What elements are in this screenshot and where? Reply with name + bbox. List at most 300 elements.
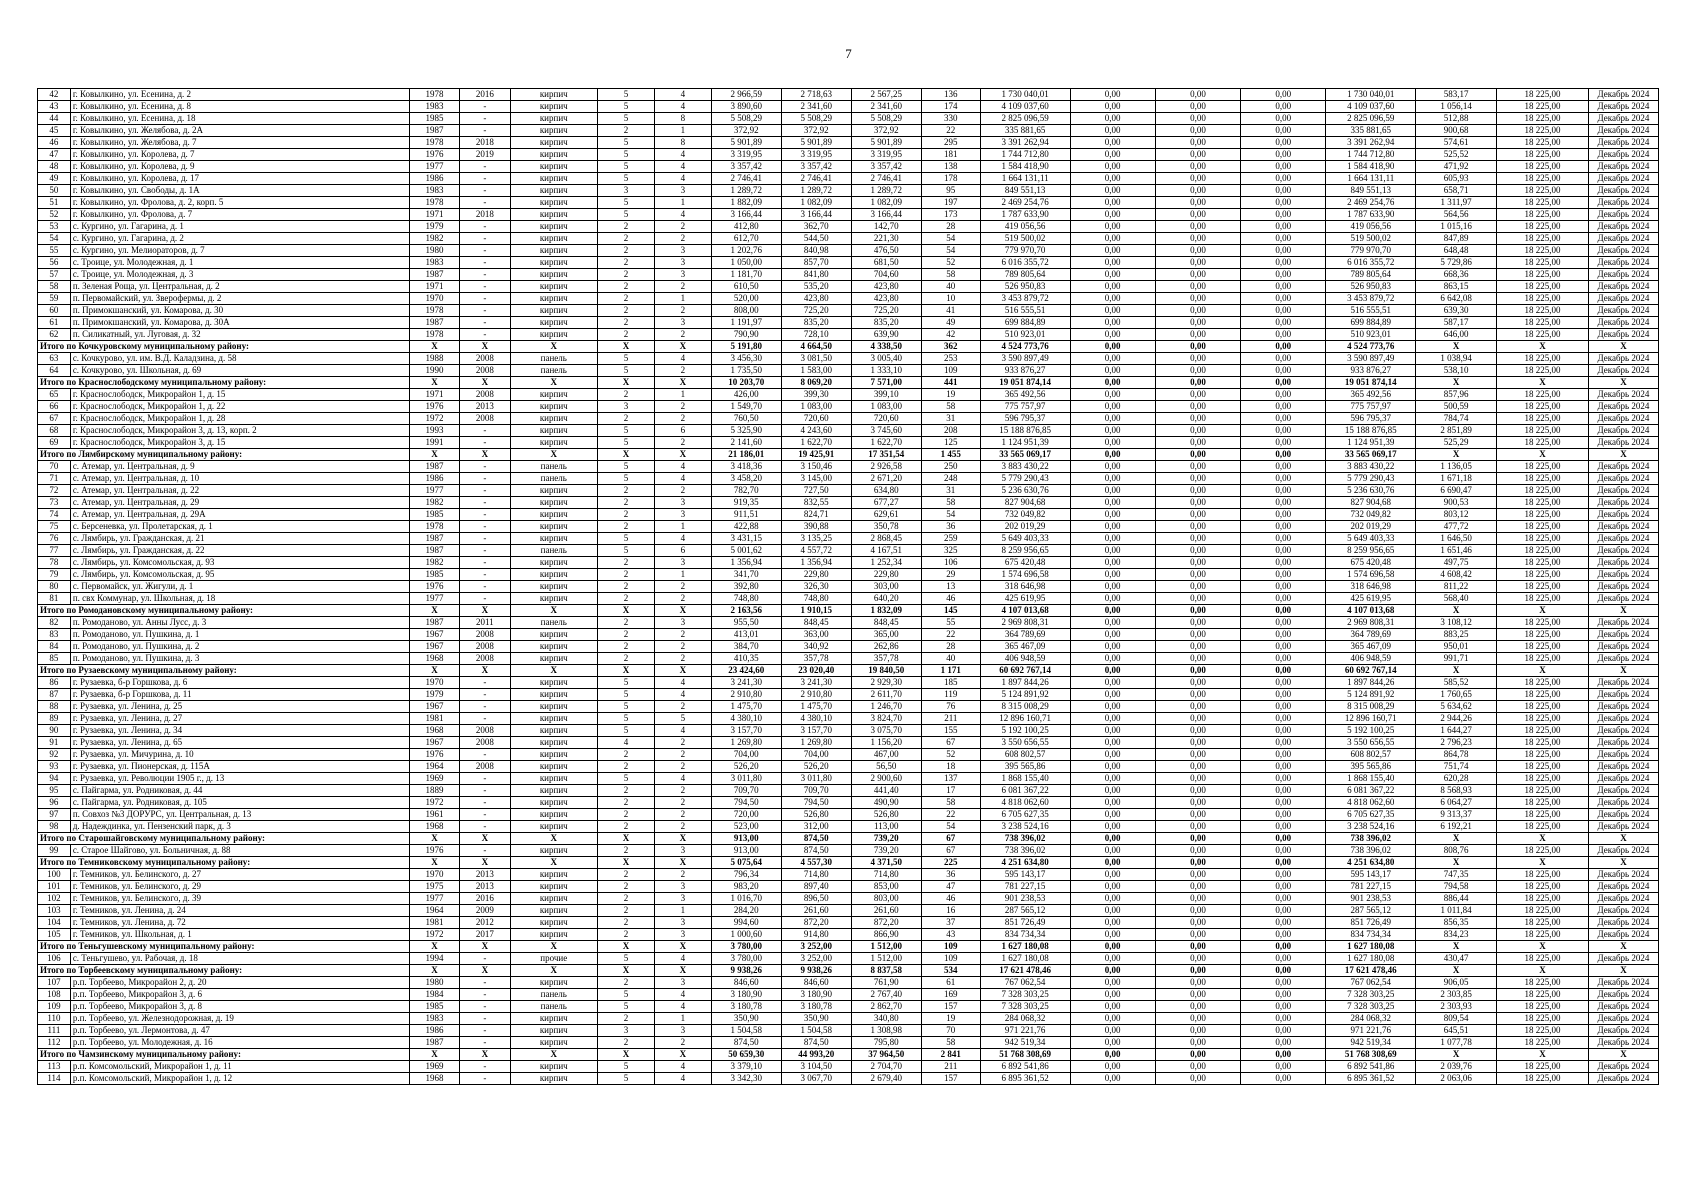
subtotal-cell: X: [409, 857, 459, 869]
table-cell: 0,00: [1155, 173, 1240, 185]
table-cell: 779 970,70: [980, 245, 1070, 257]
table-cell: 18 225,00: [1497, 365, 1589, 377]
table-cell: 1984: [409, 989, 459, 1001]
table-cell: 0,00: [1241, 905, 1326, 917]
table-cell: 2018: [460, 209, 510, 221]
table-cell: 2: [598, 797, 655, 809]
subtotal-cell: X: [1497, 605, 1589, 617]
table-cell: 1982: [409, 557, 459, 569]
table-cell: 4: [654, 677, 711, 689]
table-cell: 1987: [409, 533, 459, 545]
table-cell: 6 705 627,35: [1326, 809, 1416, 821]
table-cell: 1 882,09: [711, 197, 781, 209]
table-cell: 0,00: [1155, 137, 1240, 149]
table-cell: 61: [921, 977, 980, 989]
row-number: 101: [38, 881, 71, 893]
table-row: [38, 929, 1659, 941]
table-row: [38, 401, 1659, 413]
table-cell: Декабрь 2024: [1588, 881, 1658, 893]
table-cell: 1 622,70: [781, 437, 851, 449]
table-cell: -: [460, 977, 510, 989]
table-cell: 767 062,54: [980, 977, 1070, 989]
table-cell: 1 136,05: [1416, 461, 1497, 473]
table-cell: 0,00: [1241, 761, 1326, 773]
table-cell: кирпич: [510, 293, 598, 305]
table-cell: 2: [654, 365, 711, 377]
subtotal-cell: X: [598, 341, 655, 353]
table-cell: 287 565,12: [1326, 905, 1416, 917]
table-cell: 2017: [460, 929, 510, 941]
table-cell: 1978: [409, 329, 459, 341]
subtotal-row: [38, 965, 1659, 977]
subtotal-cell: X: [1588, 341, 1658, 353]
subtotal-cell: 0,00: [1155, 605, 1240, 617]
table-cell: 3 431,15: [711, 533, 781, 545]
table-cell: панель: [510, 545, 598, 557]
subtotal-cell: X: [409, 449, 459, 461]
row-number: 109: [38, 1001, 71, 1013]
table-cell: 681,50: [851, 257, 921, 269]
table-cell: Декабрь 2024: [1588, 461, 1658, 473]
table-cell: 5 508,29: [851, 113, 921, 125]
table-cell: 1978: [409, 89, 459, 101]
table-cell: 0,00: [1155, 461, 1240, 473]
table-cell: 2008: [460, 353, 510, 365]
table-cell: 5 001,62: [711, 545, 781, 557]
table-cell: 0,00: [1155, 485, 1240, 497]
table-cell: 0,00: [1241, 389, 1326, 401]
table-cell: -: [460, 173, 510, 185]
subtotal-cell: X: [510, 857, 598, 869]
table-cell: 3 319,95: [851, 149, 921, 161]
table-cell: 18 225,00: [1497, 269, 1589, 281]
table-row: [38, 329, 1659, 341]
table-cell: 18 225,00: [1497, 1001, 1589, 1013]
table-cell: 520,00: [711, 293, 781, 305]
address-cell: р.п. Торбеево, Микрорайон 3, д. 6: [70, 989, 409, 1001]
subtotal-cell: 3 780,00: [711, 941, 781, 953]
table-cell: 0,00: [1070, 365, 1155, 377]
table-cell: 2: [598, 917, 655, 929]
subtotal-cell: X: [510, 665, 598, 677]
table-cell: 0,00: [1070, 281, 1155, 293]
address-cell: п. Ромоданово, ул. Пушкина, д. 3: [70, 653, 409, 665]
subtotal-cell: 913,00: [711, 833, 781, 845]
table-cell: 1 475,70: [711, 701, 781, 713]
table-cell: 284 068,32: [980, 1013, 1070, 1025]
table-cell: 229,80: [851, 569, 921, 581]
table-cell: 1 202,76: [711, 245, 781, 257]
table-cell: 365 467,09: [980, 641, 1070, 653]
subtotal-cell: 0,00: [1155, 377, 1240, 389]
table-cell: 399,10: [851, 389, 921, 401]
address-cell: г. Ковылкино, ул. Королева, д. 17: [70, 173, 409, 185]
row-number: 98: [38, 821, 71, 833]
table-cell: -: [460, 233, 510, 245]
table-cell: 0,00: [1241, 881, 1326, 893]
table-cell: 0,00: [1070, 749, 1155, 761]
table-row: [38, 1025, 1659, 1037]
table-cell: 846,60: [781, 977, 851, 989]
table-cell: 56,50: [851, 761, 921, 773]
table-cell: 510 923,01: [1326, 329, 1416, 341]
table-cell: 0,00: [1155, 329, 1240, 341]
table-row: [38, 197, 1659, 209]
table-cell: 125: [921, 437, 980, 449]
address-cell: г. Темников, ул. Ленина, д. 24: [70, 905, 409, 917]
table-cell: 512,88: [1416, 113, 1497, 125]
table-cell: 423,80: [781, 293, 851, 305]
table-cell: 784,74: [1416, 413, 1497, 425]
table-cell: 714,80: [781, 869, 851, 881]
row-number: 60: [38, 305, 71, 317]
subtotal-label: Итого по Краснослободскому муниципальному району:: [38, 377, 410, 389]
table-cell: 1968: [409, 653, 459, 665]
table-cell: 1979: [409, 221, 459, 233]
subtotal-label: Итого по Торбеевскому муниципальному району:: [38, 965, 410, 977]
table-cell: 4: [654, 1073, 711, 1085]
address-cell: г. Рузаевка, ул. Революции 1905 г., д. 13: [70, 773, 409, 785]
table-cell: 0,00: [1241, 893, 1326, 905]
table-cell: 2: [598, 557, 655, 569]
table-cell: 4: [654, 149, 711, 161]
subtotal-cell: X: [460, 377, 510, 389]
table-cell: Декабрь 2024: [1588, 233, 1658, 245]
table-cell: 1971: [409, 209, 459, 221]
row-number: 76: [38, 533, 71, 545]
row-number: 105: [38, 929, 71, 941]
table-cell: 18 225,00: [1497, 401, 1589, 413]
table-cell: 318 646,98: [980, 581, 1070, 593]
address-cell: г. Ковылкино, ул. Королева, д. 7: [70, 149, 409, 161]
table-cell: 0,00: [1241, 437, 1326, 449]
table-cell: 5 508,29: [781, 113, 851, 125]
table-cell: 0,00: [1155, 1001, 1240, 1013]
table-cell: 47: [921, 881, 980, 893]
table-cell: 0,00: [1155, 773, 1240, 785]
subtotal-cell: X: [1416, 941, 1497, 953]
table-cell: кирпич: [510, 137, 598, 149]
subtotal-cell: X: [510, 341, 598, 353]
table-cell: 668,36: [1416, 269, 1497, 281]
table-cell: 848,45: [851, 617, 921, 629]
table-cell: 3: [654, 317, 711, 329]
table-cell: 1 289,72: [781, 185, 851, 197]
table-cell: Декабрь 2024: [1588, 749, 1658, 761]
table-cell: 2: [654, 401, 711, 413]
table-cell: 2: [598, 869, 655, 881]
subtotal-cell: 51 768 308,69: [980, 1049, 1070, 1061]
table-cell: 5: [598, 989, 655, 1001]
table-cell: 913,00: [711, 845, 781, 857]
table-cell: 413,01: [711, 629, 781, 641]
table-cell: 596 795,37: [1326, 413, 1416, 425]
table-row: [38, 461, 1659, 473]
subtotal-cell: 4 524 773,76: [1326, 341, 1416, 353]
table-cell: -: [460, 293, 510, 305]
table-cell: 595 143,17: [980, 869, 1070, 881]
table-cell: 3: [654, 917, 711, 929]
table-cell: 834,23: [1416, 929, 1497, 941]
table-cell: 1 156,20: [851, 737, 921, 749]
subtotal-cell: X: [1416, 449, 1497, 461]
address-cell: р.п. Торбеево, Микрорайон 3, д. 8: [70, 1001, 409, 1013]
table-cell: 326,30: [781, 581, 851, 593]
table-cell: 410,35: [711, 653, 781, 665]
table-cell: кирпич: [510, 917, 598, 929]
table-cell: 1 504,58: [781, 1025, 851, 1037]
table-cell: 2: [598, 317, 655, 329]
table-cell: 7 328 303,25: [1326, 989, 1416, 1001]
table-cell: -: [460, 845, 510, 857]
subtotal-cell: X: [654, 833, 711, 845]
subtotal-cell: X: [510, 1049, 598, 1061]
table-cell: 1 083,00: [851, 401, 921, 413]
table-cell: 2008: [460, 365, 510, 377]
table-cell: 2: [598, 521, 655, 533]
subtotal-row: [38, 449, 1659, 461]
table-cell: 863,15: [1416, 281, 1497, 293]
table-cell: 2 969 808,31: [1326, 617, 1416, 629]
row-number: 56: [38, 257, 71, 269]
table-cell: 58: [921, 1037, 980, 1049]
table-cell: 1: [654, 125, 711, 137]
table-cell: 2 966,59: [711, 89, 781, 101]
row-number: 49: [38, 173, 71, 185]
table-cell: 1987: [409, 125, 459, 137]
address-cell: с. Атемар, ул. Центральная, д. 29: [70, 497, 409, 509]
subtotal-cell: 1 627 180,08: [980, 941, 1070, 953]
subtotal-cell: 0,00: [1241, 605, 1326, 617]
table-cell: 262,86: [851, 641, 921, 653]
table-cell: 1 038,94: [1416, 353, 1497, 365]
table-cell: Декабрь 2024: [1588, 293, 1658, 305]
subtotal-cell: 50 659,30: [711, 1049, 781, 1061]
table-cell: 0,00: [1241, 401, 1326, 413]
table-cell: 2: [654, 821, 711, 833]
table-cell: Декабрь 2024: [1588, 989, 1658, 1001]
table-cell: 0,00: [1241, 497, 1326, 509]
table-cell: 4 380,10: [781, 713, 851, 725]
table-cell: 4: [654, 725, 711, 737]
table-cell: кирпич: [510, 629, 598, 641]
table-cell: 441,40: [851, 785, 921, 797]
row-number: 61: [38, 317, 71, 329]
table-cell: Декабрь 2024: [1588, 1037, 1658, 1049]
subtotal-row: [38, 941, 1659, 953]
row-number: 107: [38, 977, 71, 989]
table-cell: 782,70: [711, 485, 781, 497]
row-number: 92: [38, 749, 71, 761]
table-cell: кирпич: [510, 197, 598, 209]
table-cell: 0,00: [1155, 617, 1240, 629]
table-cell: 5: [598, 209, 655, 221]
table-cell: 2 825 096,59: [1326, 113, 1416, 125]
table-cell: 18 225,00: [1497, 89, 1589, 101]
table-cell: -: [460, 521, 510, 533]
table-cell: 2: [654, 1037, 711, 1049]
table-cell: 0,00: [1241, 977, 1326, 989]
address-cell: г. Ковылкино, ул. Фролова, д. 2, корп. 5: [70, 197, 409, 209]
table-cell: 1 269,80: [781, 737, 851, 749]
table-cell: 0,00: [1241, 425, 1326, 437]
table-cell: 648,48: [1416, 245, 1497, 257]
table-cell: 5: [598, 677, 655, 689]
subtotal-cell: 17 621 478,46: [980, 965, 1070, 977]
subtotal-label: Итого по Темниковскому муниципальному району:: [38, 857, 410, 869]
table-cell: 0,00: [1155, 269, 1240, 281]
address-cell: п. Совхоз №3 ДОРУРС, ул. Центральная, д. 13: [70, 809, 409, 821]
table-cell: 330: [921, 113, 980, 125]
table-cell: 872,20: [851, 917, 921, 929]
row-number: 57: [38, 269, 71, 281]
subtotal-cell: 0,00: [1155, 1049, 1240, 1061]
subtotal-cell: 19 840,50: [851, 665, 921, 677]
table-cell: 0,00: [1241, 197, 1326, 209]
table-cell: 18 225,00: [1497, 641, 1589, 653]
table-cell: 0,00: [1241, 869, 1326, 881]
table-cell: 18 225,00: [1497, 725, 1589, 737]
table-cell: 46: [921, 593, 980, 605]
table-cell: 2 944,26: [1416, 713, 1497, 725]
table-cell: 2 469 254,76: [980, 197, 1070, 209]
table-cell: 699 884,89: [1326, 317, 1416, 329]
table-cell: 36: [921, 869, 980, 881]
table-cell: 0,00: [1070, 929, 1155, 941]
table-cell: Декабрь 2024: [1588, 677, 1658, 689]
table-cell: 3 011,80: [711, 773, 781, 785]
row-number: 104: [38, 917, 71, 929]
table-cell: кирпич: [510, 593, 598, 605]
table-cell: 1: [654, 389, 711, 401]
table-cell: -: [460, 125, 510, 137]
table-cell: кирпич: [510, 1013, 598, 1025]
table-cell: 725,20: [851, 305, 921, 317]
table-cell: кирпич: [510, 245, 598, 257]
table-cell: 6: [654, 425, 711, 437]
table-cell: 0,00: [1155, 689, 1240, 701]
table-cell: 3: [654, 509, 711, 521]
table-cell: 2016: [460, 893, 510, 905]
table-cell: Декабрь 2024: [1588, 701, 1658, 713]
table-row: [38, 629, 1659, 641]
table-cell: 5: [598, 533, 655, 545]
row-number: 75: [38, 521, 71, 533]
table-cell: 18 225,00: [1497, 233, 1589, 245]
table-cell: 2 796,23: [1416, 737, 1497, 749]
table-cell: 738 396,02: [980, 845, 1070, 857]
table-cell: 137: [921, 773, 980, 785]
table-row: [38, 269, 1659, 281]
table-cell: 2 341,60: [851, 101, 921, 113]
subtotal-cell: 0,00: [1155, 341, 1240, 353]
table-cell: -: [460, 113, 510, 125]
table-cell: кирпич: [510, 173, 598, 185]
address-cell: г. Темников, ул. Школьная, д. 1: [70, 929, 409, 941]
table-cell: 2: [598, 569, 655, 581]
table-cell: 211: [921, 1061, 980, 1073]
subtotal-cell: X: [409, 605, 459, 617]
table-cell: 794,50: [711, 797, 781, 809]
table-cell: 0,00: [1070, 461, 1155, 473]
address-cell: г. Ковылкино, ул. Королева, д. 9: [70, 161, 409, 173]
table-cell: 6 192,21: [1416, 821, 1497, 833]
table-cell: 1 050,00: [711, 257, 781, 269]
table-cell: 5 124 891,92: [1326, 689, 1416, 701]
table-cell: 1978: [409, 521, 459, 533]
table-cell: 0,00: [1241, 293, 1326, 305]
table-cell: 119: [921, 689, 980, 701]
table-cell: 419 056,56: [1326, 221, 1416, 233]
table-cell: 142,70: [851, 221, 921, 233]
table-cell: 5 192 100,25: [980, 725, 1070, 737]
table-cell: 3 005,40: [851, 353, 921, 365]
table-cell: 1967: [409, 641, 459, 653]
table-cell: -: [460, 509, 510, 521]
row-number: 79: [38, 569, 71, 581]
subtotal-cell: 67: [921, 833, 980, 845]
table-cell: 704,00: [711, 749, 781, 761]
table-row: [38, 305, 1659, 317]
table-cell: 155: [921, 725, 980, 737]
table-cell: 426,00: [711, 389, 781, 401]
table-cell: 2008: [460, 413, 510, 425]
table-cell: Декабрь 2024: [1588, 389, 1658, 401]
table-cell: 1 082,09: [851, 197, 921, 209]
table-cell: 0,00: [1070, 785, 1155, 797]
table-row: [38, 725, 1659, 737]
table-cell: 6 895 361,52: [980, 1073, 1070, 1085]
table-cell: 0,00: [1155, 737, 1240, 749]
table-cell: кирпич: [510, 437, 598, 449]
table-cell: 900,68: [1416, 125, 1497, 137]
table-cell: 639,90: [851, 329, 921, 341]
table-cell: 0,00: [1155, 473, 1240, 485]
table-cell: 1976: [409, 401, 459, 413]
table-row: [38, 425, 1659, 437]
table-cell: 0,00: [1155, 629, 1240, 641]
table-cell: 425 619,95: [1326, 593, 1416, 605]
table-cell: кирпич: [510, 317, 598, 329]
table-cell: 0,00: [1241, 317, 1326, 329]
table-cell: 2 679,40: [851, 1073, 921, 1085]
subtotal-cell: X: [654, 857, 711, 869]
table-cell: 0,00: [1070, 473, 1155, 485]
address-cell: г. Рузаевка, ул. Пионерская, д. 115А: [70, 761, 409, 773]
subtotal-cell: 1 512,00: [851, 941, 921, 953]
table-cell: 0,00: [1070, 113, 1155, 125]
table-cell: 0,00: [1070, 509, 1155, 521]
table-cell: 350,90: [711, 1013, 781, 1025]
table-cell: 1987: [409, 617, 459, 629]
table-cell: 365 467,09: [1326, 641, 1416, 653]
table-cell: 0,00: [1241, 1013, 1326, 1025]
row-number: 78: [38, 557, 71, 569]
table-cell: -: [460, 329, 510, 341]
table-cell: 4: [654, 773, 711, 785]
table-cell: 18 225,00: [1497, 629, 1589, 641]
table-cell: 202 019,29: [980, 521, 1070, 533]
table-row: [38, 761, 1659, 773]
table-row: [38, 773, 1659, 785]
table-cell: 911,51: [711, 509, 781, 521]
table-cell: 2008: [460, 761, 510, 773]
table-cell: 0,00: [1070, 437, 1155, 449]
subtotal-cell: 0,00: [1155, 833, 1240, 845]
table-cell: 849 551,13: [1326, 185, 1416, 197]
table-cell: кирпич: [510, 845, 598, 857]
table-cell: 0,00: [1155, 809, 1240, 821]
